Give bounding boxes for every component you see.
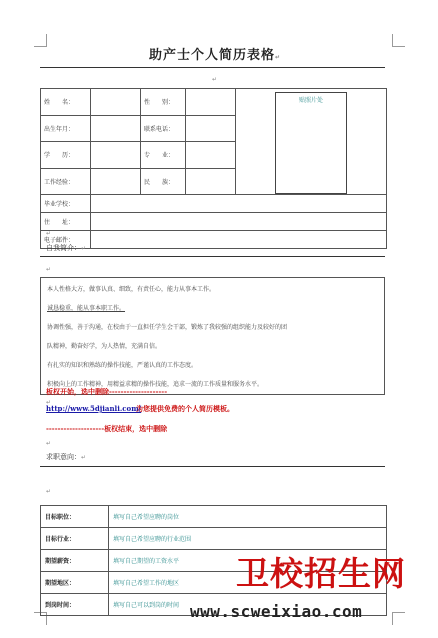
- job-intent-key: 目标行业：: [41, 528, 109, 550]
- intro-line: 队精神，勤奋好学，为人热情，充满自信。: [47, 343, 162, 350]
- info-label: 专 业：: [141, 142, 186, 169]
- info-value-cell[interactable]: [91, 231, 387, 249]
- info-label: 电子邮件：: [41, 231, 91, 249]
- info-value-cell[interactable]: [91, 168, 141, 195]
- page-corner-mark: [392, 612, 405, 625]
- watermark-brand: 卫校招生网: [236, 554, 406, 593]
- info-value-cell[interactable]: [91, 89, 141, 116]
- info-value-cell[interactable]: [186, 142, 236, 169]
- job-intent-label[interactable]: 求职意向：↵: [46, 453, 87, 461]
- info-label: 工作经验：: [41, 168, 91, 195]
- photo-label: 贴照片处: [298, 97, 323, 104]
- self-intro-box[interactable]: [40, 277, 385, 395]
- paragraph-mark: ↵: [46, 230, 52, 237]
- info-value-cell[interactable]: [91, 115, 141, 142]
- info-value-cell[interactable]: [91, 213, 387, 231]
- document-title[interactable]: 助产士个人简历表格↵: [148, 48, 282, 63]
- info-label: 民 族：: [141, 168, 186, 195]
- info-label: 出生年月：: [41, 115, 91, 142]
- intro-line: 诚恳稳重，能从事本职工作。: [47, 305, 126, 312]
- template-site-tagline: 为您提供免费的个人简历模板。: [136, 405, 234, 413]
- intro-line: 有扎实的知识和熟练的操作技能，严谨认真的工作态度。: [47, 362, 198, 369]
- info-value-cell[interactable]: [186, 168, 236, 195]
- job-intent-key: 期望薪资：: [41, 550, 109, 572]
- intro-line: 本人性格大方，做事认真、细致，有责任心，能力从事本工作。: [47, 286, 216, 293]
- paragraph-mark: ↵: [46, 266, 52, 273]
- info-label: 性 别：: [141, 89, 186, 116]
- section-rule: [40, 466, 385, 467]
- info-value-cell[interactable]: [186, 89, 236, 116]
- job-intent-key: 期望地区：: [41, 572, 109, 594]
- personal-info-table: [40, 88, 387, 249]
- section-rule: [40, 256, 385, 257]
- info-value-cell[interactable]: [91, 195, 387, 213]
- paragraph-mark: ↵: [46, 399, 52, 406]
- paragraph-mark: ↵: [46, 488, 52, 495]
- paragraph-mark: ↵: [46, 440, 52, 447]
- info-label: 学 历：: [41, 142, 91, 169]
- info-label: 联系电话：: [141, 115, 186, 142]
- title-rule: [40, 67, 385, 68]
- copyright-start-notice: 板权开始，选中删除--------------------: [46, 388, 168, 396]
- info-value-cell[interactable]: [186, 115, 236, 142]
- info-value-cell[interactable]: [91, 142, 141, 169]
- job-intent-key: 目标职位：: [41, 506, 109, 528]
- template-site-link[interactable]: http://www.5djianli.com/: [46, 404, 142, 413]
- photo-placeholder[interactable]: [275, 92, 347, 194]
- job-intent-value[interactable]: 填写自己希望应聘的行业范围: [109, 528, 387, 550]
- watermark-url: www.scweixiao.com: [190, 602, 363, 621]
- job-intent-value[interactable]: 填写自己期望的工资水平: [109, 550, 387, 572]
- copyright-end-notice: --------------------板权结束，选中删除: [46, 425, 168, 433]
- self-intro-label[interactable]: 自我简介：↵: [46, 244, 87, 252]
- intro-line: 协调性强，善于沟通，在校由于一直担任学生会干部，锻炼了我较强的组织能力及较好的团: [47, 324, 288, 331]
- info-label: 姓 名：: [41, 89, 91, 116]
- job-intent-value[interactable]: 填写自己可以到岗的时间: [109, 594, 387, 616]
- photo-cell[interactable]: [236, 89, 387, 195]
- info-label: 住 址：: [41, 213, 91, 231]
- page-corner-mark: [392, 34, 405, 47]
- info-label: 毕业学校：: [41, 195, 91, 213]
- job-intent-value[interactable]: 填写自己希望工作的地区: [109, 572, 387, 594]
- paragraph-mark: ↵: [212, 76, 218, 83]
- job-intent-key: 到岗时间：: [41, 594, 109, 616]
- job-intent-value[interactable]: 填写自己希望应聘的岗位: [109, 506, 387, 528]
- intro-line: 积极向上的工作精神，用精益求精的操作技能，追求一流的工作质量和服务水平。: [47, 381, 264, 388]
